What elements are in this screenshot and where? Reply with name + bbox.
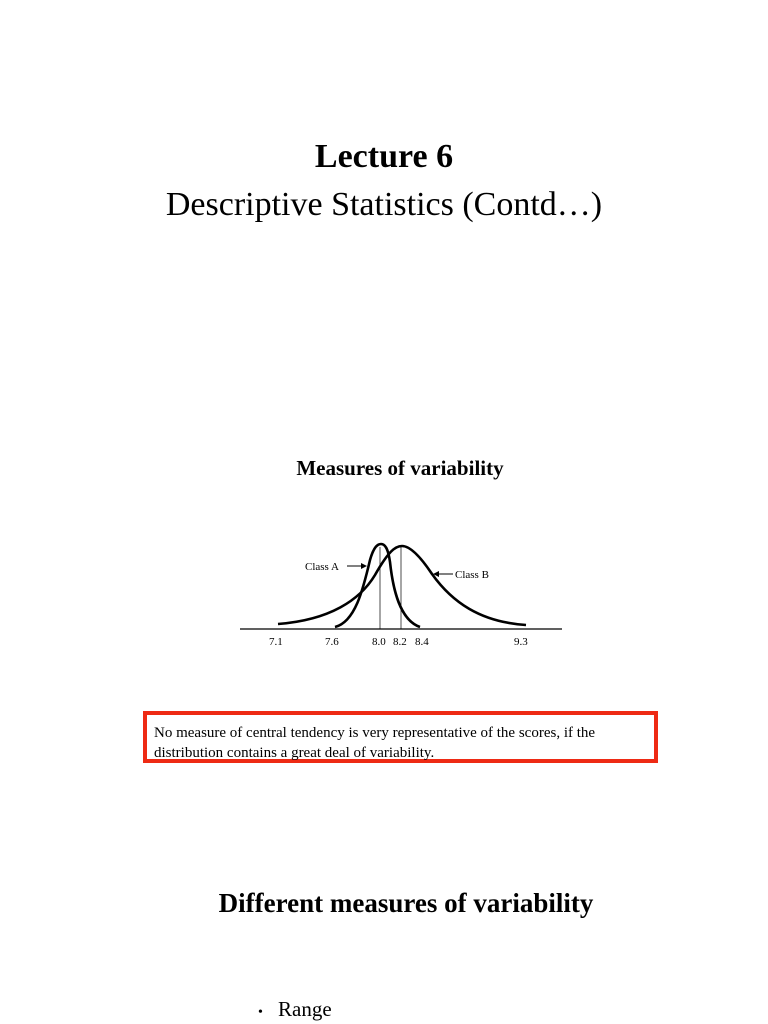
class-b-label: Class B [455, 569, 489, 581]
bullet-icon: • [258, 1005, 263, 1020]
class-a-arrowhead [361, 563, 367, 569]
tick-label: 8.0 [372, 636, 386, 648]
class-a-curve [335, 544, 420, 627]
class-a-label: Class A [305, 561, 339, 573]
class-b-curve [278, 546, 526, 625]
callout-text: No measure of central tendency is very representative of the scores, if the distribution contains a great deal of variability. [154, 725, 596, 761]
tick-label: 8.4 [415, 636, 429, 648]
measures-list [258, 997, 332, 1022]
tick-label: 7.6 [325, 636, 339, 648]
distribution-figure [230, 530, 570, 660]
tick-label: 8.2 [393, 636, 407, 648]
lecture-title: Lecture 6 [314, 138, 454, 175]
lecture-subtitle: Descriptive Statistics (Contd…) [165, 186, 603, 223]
list-item [258, 997, 332, 1022]
distribution-curves-image [230, 530, 570, 660]
tick-label: 9.3 [514, 636, 528, 648]
tick-label: 7.1 [269, 636, 283, 648]
measures-heading: Different measures of variability [218, 888, 594, 918]
variability-callout-box [143, 711, 658, 763]
section-heading: Measures of variability [296, 456, 504, 480]
list-item-label: Range [278, 997, 332, 1021]
